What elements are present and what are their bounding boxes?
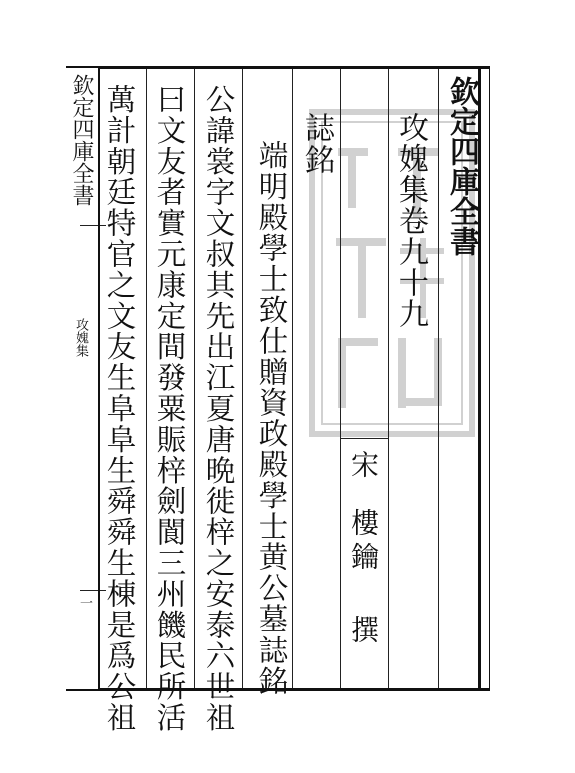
edge-page-number: 一 bbox=[77, 596, 92, 609]
column-rule bbox=[242, 69, 243, 688]
text-column: 曰文友者實元康定間發粟賑梓劍閬三州饑民所活 bbox=[152, 84, 187, 733]
volume-title: 攻媿集卷九十九 bbox=[393, 112, 428, 329]
text-column: 端明殿學士致仕贈資政殿學士黄公墓誌銘 bbox=[254, 140, 289, 697]
edge-collection-title: 欽定四庫全書 bbox=[69, 74, 94, 206]
edge-book-title: 攻媿集 bbox=[73, 318, 88, 357]
byline-dynasty: 宋 bbox=[347, 450, 380, 478]
text-column: 萬計朝廷特官之文友生阜阜生舜舜生棟是爲公祖 bbox=[102, 84, 137, 733]
section-heading: 誌銘 bbox=[299, 112, 334, 176]
text-column: 公諱裳字文叔其先出江夏唐晩徙梓之安泰六世祖 bbox=[201, 84, 236, 733]
column-rule bbox=[146, 69, 147, 688]
byline-author: 樓鑰 撰 bbox=[347, 508, 380, 649]
frame-right-border bbox=[478, 66, 490, 691]
byline-box-divider bbox=[340, 438, 388, 439]
collection-title: 欽定四庫全書 bbox=[444, 76, 479, 256]
column-rule bbox=[194, 69, 195, 688]
column-rule bbox=[292, 69, 293, 688]
